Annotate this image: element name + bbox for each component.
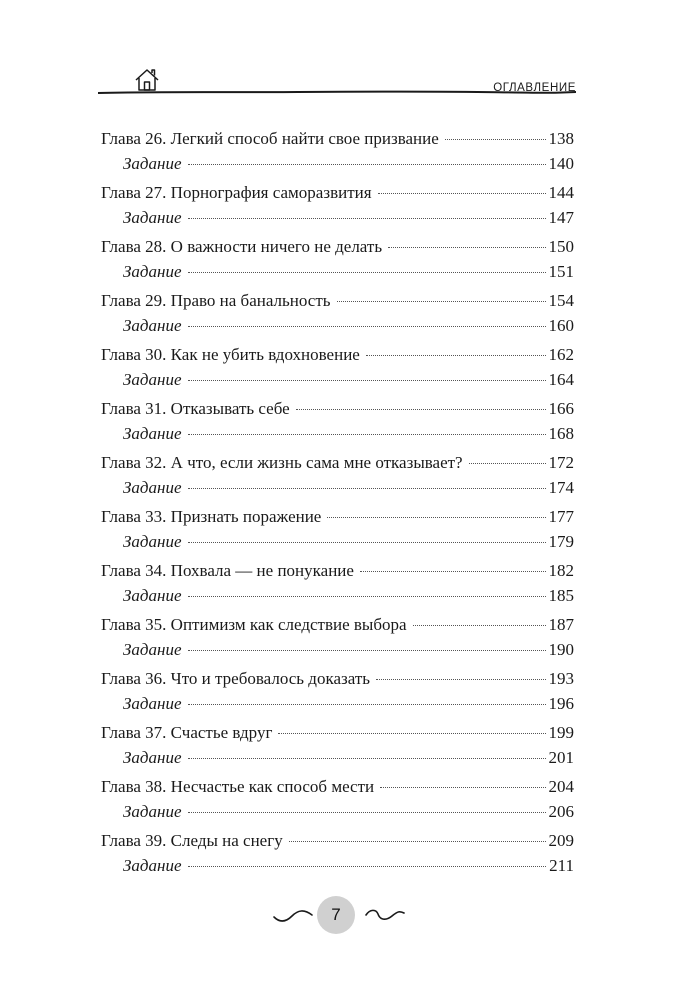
chapter-page: 177 bbox=[548, 507, 574, 526]
right-swirl-icon bbox=[364, 903, 406, 927]
toc-chapter-line bbox=[101, 558, 574, 583]
page-footer bbox=[0, 893, 682, 943]
task-title: Задание bbox=[123, 640, 182, 659]
toc-entry bbox=[101, 828, 574, 882]
chapter-title: Глава 34. Похвала — не понукание bbox=[101, 561, 354, 580]
task-page: 160 bbox=[548, 316, 574, 335]
task-page: 164 bbox=[548, 370, 574, 389]
toc-entry bbox=[101, 612, 574, 666]
task-title: Задание bbox=[123, 316, 182, 335]
chapter-page: 144 bbox=[548, 183, 574, 202]
task-title: Задание bbox=[123, 532, 182, 551]
chapter-page: 182 bbox=[548, 561, 574, 580]
toc-entry bbox=[101, 288, 574, 342]
toc-task-line bbox=[101, 691, 574, 716]
chapter-title: Глава 36. Что и требовалось доказать bbox=[101, 669, 371, 688]
dot-leader bbox=[188, 812, 546, 813]
task-title: Задание bbox=[123, 262, 182, 281]
toc-chapter-line bbox=[101, 180, 574, 205]
dot-leader bbox=[445, 139, 546, 140]
dot-leader bbox=[188, 218, 546, 219]
task-page: 168 bbox=[548, 424, 574, 443]
toc-chapter-line bbox=[101, 450, 574, 475]
dot-leader bbox=[413, 625, 546, 626]
chapter-page: 187 bbox=[548, 615, 574, 634]
task-page: 211 bbox=[549, 856, 574, 875]
chapter-title: Глава 39. Следы на снегу bbox=[101, 831, 283, 850]
toc-chapter-line bbox=[101, 126, 574, 151]
toc-chapter-line bbox=[101, 288, 574, 313]
chapter-title: Глава 26. Легкий способ найти свое призвание bbox=[101, 129, 439, 148]
chapter-page: 166 bbox=[548, 399, 574, 418]
dot-leader bbox=[388, 247, 545, 248]
toc-task-line bbox=[101, 205, 574, 230]
task-title: Задание bbox=[123, 208, 182, 227]
toc-chapter-line bbox=[101, 396, 574, 421]
task-title: Задание bbox=[123, 586, 182, 605]
chapter-page: 150 bbox=[548, 237, 574, 256]
dot-leader bbox=[188, 272, 546, 273]
house-icon bbox=[136, 70, 158, 90]
toc-task-line bbox=[101, 853, 574, 878]
task-title: Задание bbox=[123, 154, 182, 173]
toc-task-line bbox=[101, 259, 574, 284]
chapter-page: 162 bbox=[548, 345, 574, 364]
chapter-page: 199 bbox=[548, 723, 574, 742]
toc-task-line bbox=[101, 745, 574, 770]
dot-leader bbox=[188, 380, 546, 381]
task-title: Задание bbox=[123, 856, 182, 875]
dot-leader bbox=[278, 733, 545, 734]
toc-task-line bbox=[101, 421, 574, 446]
toc-task-line bbox=[101, 475, 574, 500]
chapter-page: 138 bbox=[548, 129, 574, 148]
chapter-title: Глава 37. Счастье вдруг bbox=[101, 723, 273, 742]
toc-entry bbox=[101, 396, 574, 450]
dot-leader bbox=[188, 596, 546, 597]
task-page: 147 bbox=[548, 208, 574, 227]
dot-leader bbox=[360, 571, 546, 572]
chapter-title: Глава 38. Несчастье как способ мести bbox=[101, 777, 375, 796]
dot-leader bbox=[378, 193, 546, 194]
toc-chapter-line bbox=[101, 774, 574, 799]
toc-task-line bbox=[101, 529, 574, 554]
dot-leader bbox=[188, 704, 546, 705]
dot-leader bbox=[188, 434, 546, 435]
table-of-contents bbox=[101, 126, 574, 882]
dot-leader bbox=[366, 355, 546, 356]
chapter-title: Глава 28. О важности ничего не делать bbox=[101, 237, 383, 256]
task-page: 201 bbox=[548, 748, 574, 767]
dot-leader bbox=[469, 463, 546, 464]
toc-task-line bbox=[101, 799, 574, 824]
dot-leader bbox=[188, 650, 546, 651]
dot-leader bbox=[188, 542, 546, 543]
toc-entry bbox=[101, 666, 574, 720]
left-swirl-icon bbox=[272, 903, 314, 927]
toc-entry bbox=[101, 774, 574, 828]
toc-entry bbox=[101, 234, 574, 288]
toc-entry bbox=[101, 450, 574, 504]
chapter-title: Глава 32. А что, если жизнь сама мне отказывает? bbox=[101, 453, 463, 472]
toc-task-line bbox=[101, 367, 574, 392]
task-page: 196 bbox=[548, 694, 574, 713]
toc-entry bbox=[101, 720, 574, 774]
task-title: Задание bbox=[123, 424, 182, 443]
toc-entry bbox=[101, 558, 574, 612]
task-page: 174 bbox=[548, 478, 574, 497]
dot-leader bbox=[188, 326, 546, 327]
dot-leader bbox=[188, 164, 546, 165]
task-title: Задание bbox=[123, 802, 182, 821]
toc-entry bbox=[101, 342, 574, 396]
toc-chapter-line bbox=[101, 342, 574, 367]
toc-entry bbox=[101, 126, 574, 180]
dot-leader bbox=[380, 787, 545, 788]
toc-task-line bbox=[101, 313, 574, 338]
chapter-title: Глава 33. Признать поражение bbox=[101, 507, 322, 526]
chapter-title: Глава 35. Оптимизм как следствие выбора bbox=[101, 615, 407, 634]
toc-chapter-line bbox=[101, 504, 574, 529]
chapter-title: Глава 30. Как не убить вдохновение bbox=[101, 345, 360, 364]
running-head: ОГЛАВЛЕНИЕ bbox=[493, 82, 576, 94]
chapter-page: 209 bbox=[548, 831, 574, 850]
dot-leader bbox=[376, 679, 545, 680]
dot-leader bbox=[188, 866, 547, 867]
toc-entry bbox=[101, 504, 574, 558]
task-page: 206 bbox=[548, 802, 574, 821]
dot-leader bbox=[296, 409, 546, 410]
chapter-page: 172 bbox=[548, 453, 574, 472]
task-title: Задание bbox=[123, 748, 182, 767]
task-page: 190 bbox=[548, 640, 574, 659]
task-page: 140 bbox=[548, 154, 574, 173]
task-title: Задание bbox=[123, 370, 182, 389]
toc-task-line bbox=[101, 583, 574, 608]
task-page: 151 bbox=[548, 262, 574, 281]
chapter-title: Глава 31. Отказывать себе bbox=[101, 399, 290, 418]
page-number: 7 bbox=[317, 896, 355, 934]
dot-leader bbox=[337, 301, 546, 302]
page-header bbox=[98, 62, 576, 102]
toc-chapter-line bbox=[101, 666, 574, 691]
toc-entry bbox=[101, 180, 574, 234]
task-title: Задание bbox=[123, 478, 182, 497]
toc-chapter-line bbox=[101, 720, 574, 745]
toc-task-line bbox=[101, 151, 574, 176]
task-title: Задание bbox=[123, 694, 182, 713]
toc-chapter-line bbox=[101, 828, 574, 853]
chapter-title: Глава 29. Право на банальность bbox=[101, 291, 331, 310]
toc-task-line bbox=[101, 637, 574, 662]
toc-chapter-line bbox=[101, 612, 574, 637]
task-page: 179 bbox=[548, 532, 574, 551]
chapter-page: 204 bbox=[548, 777, 574, 796]
dot-leader bbox=[188, 488, 546, 489]
dot-leader bbox=[188, 758, 546, 759]
chapter-page: 154 bbox=[548, 291, 574, 310]
toc-chapter-line bbox=[101, 234, 574, 259]
task-page: 185 bbox=[548, 586, 574, 605]
dot-leader bbox=[289, 841, 546, 842]
dot-leader bbox=[327, 517, 545, 518]
chapter-page: 193 bbox=[548, 669, 574, 688]
chapter-title: Глава 27. Порнография саморазвития bbox=[101, 183, 372, 202]
